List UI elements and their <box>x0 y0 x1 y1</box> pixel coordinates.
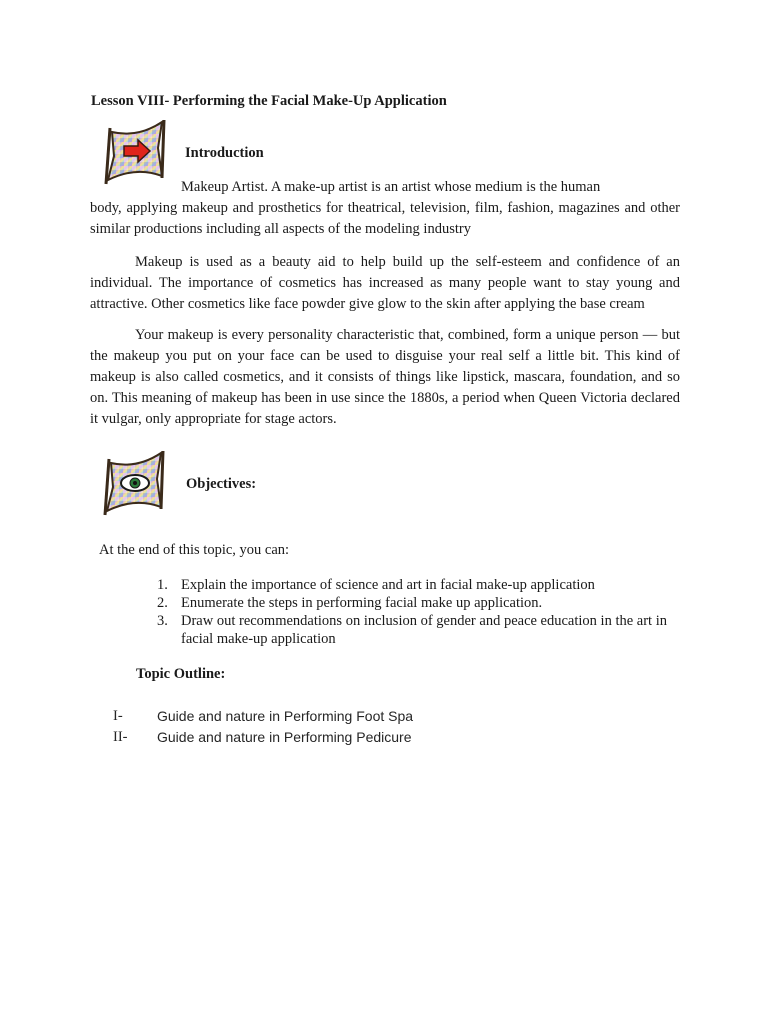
banner-eye-icon <box>99 449 175 517</box>
list-text: Explain the importance of science and art in facial make-up application <box>181 577 595 593</box>
list-number: II- <box>113 729 128 745</box>
intro-paragraph-2: Makeup is used as a beauty aid to help build up the self-esteem and confidence of an individual. The importance of cosmetics has increased as many people want to stay young and attractive. Other cosmetics like face powder give glow to the skin after applying the base cream <box>90 254 680 312</box>
list-number: 2. <box>157 595 168 611</box>
list-number: 1. <box>157 577 168 593</box>
list-item <box>113 727 413 748</box>
page-title: Lesson VIII- Performing the Facial Make-Up Application <box>91 93 447 109</box>
objectives-heading: Objectives: <box>186 476 257 492</box>
list-text: Draw out recommendations on inclusion of gender and peace education in the art in facial make-up application <box>181 613 667 647</box>
list-item <box>157 576 677 594</box>
list-text: Guide and nature in Performing Foot Spa <box>157 708 414 724</box>
topic-outline-list <box>113 706 413 748</box>
list-item <box>157 612 677 648</box>
objectives-lead: At the end of this topic, you can: <box>99 542 290 558</box>
list-number: 3. <box>157 613 168 629</box>
list-item <box>157 594 677 612</box>
topic-outline-heading: Topic Outline: <box>136 666 226 682</box>
list-item <box>113 706 413 727</box>
intro-first-line: Makeup Artist. A make-up artist is an artist whose medium is the human <box>181 179 601 195</box>
objectives-list <box>157 576 677 648</box>
intro-paragraph-3: Your makeup is every personality characteristic that, combined, form a unique person — but the makeup you put on your face can be used to disguise your real self a little bit. This kind of makeup is also called cosmetics, and it consists of things like lipstick, mascara, foundation, and so on. This meaning of makeup has been in use since the 1880s, a period when Queen Victoria declared it vulgar, only appropriate for stage actors. <box>90 327 680 427</box>
intro-paragraph: body, applying makeup and prosthetics for theatrical, television, film, fashion, magazines and other similar productions including all aspects of the modeling industry <box>90 200 680 237</box>
introduction-heading: Introduction <box>185 145 264 161</box>
list-number: I- <box>113 708 123 724</box>
list-text: Enumerate the steps in performing facial make up application. <box>181 595 543 611</box>
list-text: Guide and nature in Performing Pedicure <box>157 729 412 745</box>
banner-arrow-icon <box>100 118 176 186</box>
